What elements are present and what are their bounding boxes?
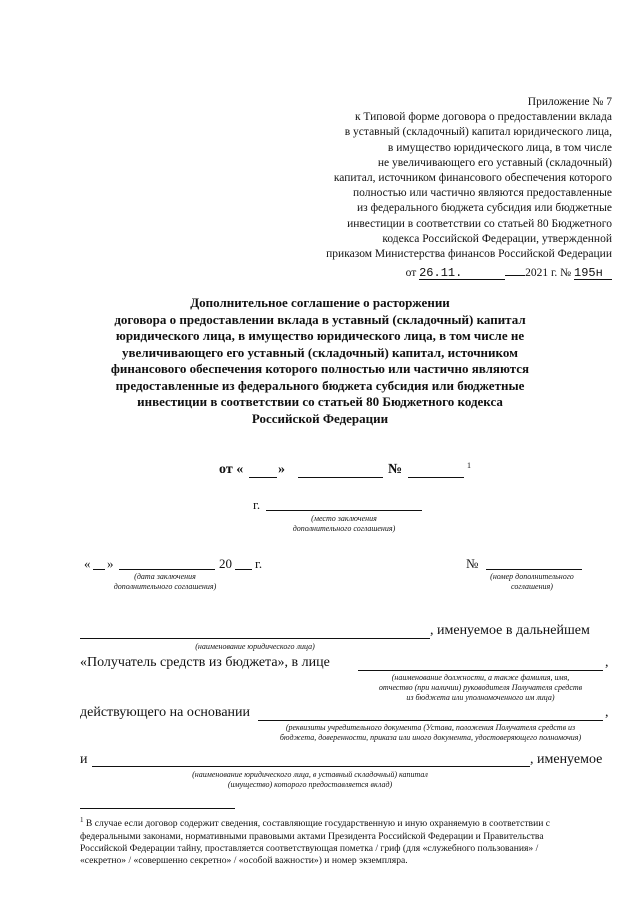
title-line: финансового обеспечения которого полностью или частично являются: [110, 361, 530, 376]
recipient-comma: ,: [605, 655, 609, 670]
month-field[interactable]: [298, 477, 383, 478]
caption-line: (имущество) которого предоставляется вклад): [227, 780, 393, 789]
appendix-line: из федерального бюджета субсидия или бюджетные: [357, 202, 612, 215]
appendix-line: к Типовой форме договора о предоставлении вклада: [354, 111, 612, 124]
recipient-text: «Получатель средств из бюджета», в лице: [80, 655, 330, 670]
footnote-ref: 1: [467, 461, 471, 470]
footnote-rule: [80, 808, 235, 809]
caption-line: отчество (при наличии) руководителя Получателя средств: [378, 683, 583, 692]
legal-entity-caption: (наименование юридического лица): [195, 642, 315, 651]
named2-text: , именуемое: [530, 752, 603, 767]
basis-caption: [258, 723, 603, 743]
city-prefix: г.: [253, 497, 261, 512]
title-line: Российской Федерации: [251, 410, 389, 426]
appendix-header: [272, 95, 612, 281]
appendix-line: в уставный (складочный) капитал юридического лица,: [344, 126, 612, 139]
order-year-suffix: г. №: [550, 267, 572, 280]
appendix-line: инвестиции в соответствии со статьей 80 Бюджетного: [347, 217, 612, 230]
order-year: 2021: [525, 267, 549, 280]
representative-caption: [358, 673, 603, 703]
footnote: [80, 814, 612, 868]
named-text: , именуемое в дальнейшем: [430, 623, 590, 638]
caption-line: дополнительного соглашения): [292, 524, 396, 533]
second-party-caption: [110, 770, 510, 790]
number-sign: №: [388, 462, 403, 477]
from-open-quote: от «: [219, 462, 244, 477]
footnote-line: В случае если договор содержит сведения, составляющие государственную и иную охраняемую в соответствии с: [85, 818, 551, 830]
appendix-line: кодекса Российской Федерации, утвержденной: [382, 232, 612, 245]
appendix-number: Приложение № 7: [527, 96, 612, 108]
footnote-line: «секретно» / «совершенно секретно» / «особой важности») и номер экземпляра.: [80, 855, 408, 867]
basis-field[interactable]: [258, 720, 603, 721]
caption-line: бюджета, доверенности, приказа или иного документа, удостоверяющего полномочия): [279, 733, 582, 742]
caption-line: из бюджета или уполномоченного им лица): [406, 693, 555, 702]
second-party-field[interactable]: [92, 766, 530, 767]
place-caption: [266, 514, 422, 534]
acting-text: действующего на основании: [80, 705, 251, 720]
conclusion-close-quote: »: [107, 556, 114, 571]
footnote-line: Российской Федерации тайну, проставляется соответствующая пометка / гриф (для «служебного пользования» /: [80, 843, 539, 854]
appendix-line: не увеличивающего его уставный (складочный): [377, 156, 612, 169]
caption-line: соглашения): [511, 582, 553, 591]
conclusion-number-sign: №: [466, 556, 479, 571]
conclusion-open-quote: «: [84, 556, 91, 571]
conclusion-number-caption: [470, 572, 594, 592]
caption-line: (наименование должности, а также фамилия, имя,: [391, 673, 570, 682]
conclusion-date-caption: [90, 572, 240, 592]
title-line: юридического лица, в имущество юридического лица, в том числе не: [115, 328, 525, 343]
caption-line: дополнительного соглашения): [113, 582, 217, 591]
and-text: и: [80, 752, 88, 767]
from-label: от: [405, 267, 417, 280]
order-date: 26.11.: [419, 266, 505, 280]
title-line: Дополнительное соглашение о расторжении: [190, 295, 450, 310]
caption-line: (место заключения: [311, 514, 377, 523]
conclusion-number-field[interactable]: [486, 569, 582, 570]
title-line: инвестиции в соответствии со статьей 80 Бюджетного кодекса: [137, 394, 503, 409]
title-line: увеличивающего его уставный (складочный) капитал, источником: [122, 344, 518, 360]
conclusion-year-prefix: 20: [219, 556, 232, 571]
appendix-line: приказом Министерства финансов Российской Федерации: [326, 248, 612, 261]
day-field[interactable]: [249, 477, 277, 478]
place-field[interactable]: [266, 510, 422, 511]
conclusion-month-field[interactable]: [119, 569, 215, 570]
appendix-line: капитал, источником финансового обеспечения которого: [333, 172, 612, 185]
close-quote: »: [278, 462, 285, 477]
legal-entity-field[interactable]: [80, 638, 430, 639]
appendix-line: полностью или частично являются предоставленные: [352, 187, 612, 200]
appendix-order-line: [272, 262, 612, 281]
acting-comma: ,: [605, 705, 609, 720]
appendix-line: в имущество юридического лица, в том числе: [387, 141, 612, 154]
title-line: договора о предоставлении вклада в уставный (складочный) капитал: [114, 311, 526, 327]
footnote-mark: 1: [80, 816, 84, 824]
caption-line: (номер дополнительного: [490, 572, 574, 581]
title-line: предоставленные из федерального бюджета субсидия или бюджетные: [115, 377, 525, 393]
conclusion-day-field[interactable]: [93, 569, 105, 570]
conclusion-year-suffix: г.: [255, 556, 263, 571]
caption-line: (дата заключения: [134, 572, 196, 581]
agreement-number-field[interactable]: [408, 477, 464, 478]
conclusion-year-field[interactable]: [235, 569, 252, 570]
representative-field[interactable]: [358, 670, 603, 671]
order-number: 195н: [574, 266, 612, 280]
document-title: [70, 295, 570, 427]
caption-line: (реквизиты учредительного документа (Устава, положения Получателя средств из: [285, 723, 576, 732]
footnote-line: федеральными законами, нормативными правовыми актами Президента Российской Федерации и Правительства: [80, 830, 544, 842]
caption-line: (наименование юридического лица, в уставный складочный) капитал: [192, 770, 428, 779]
